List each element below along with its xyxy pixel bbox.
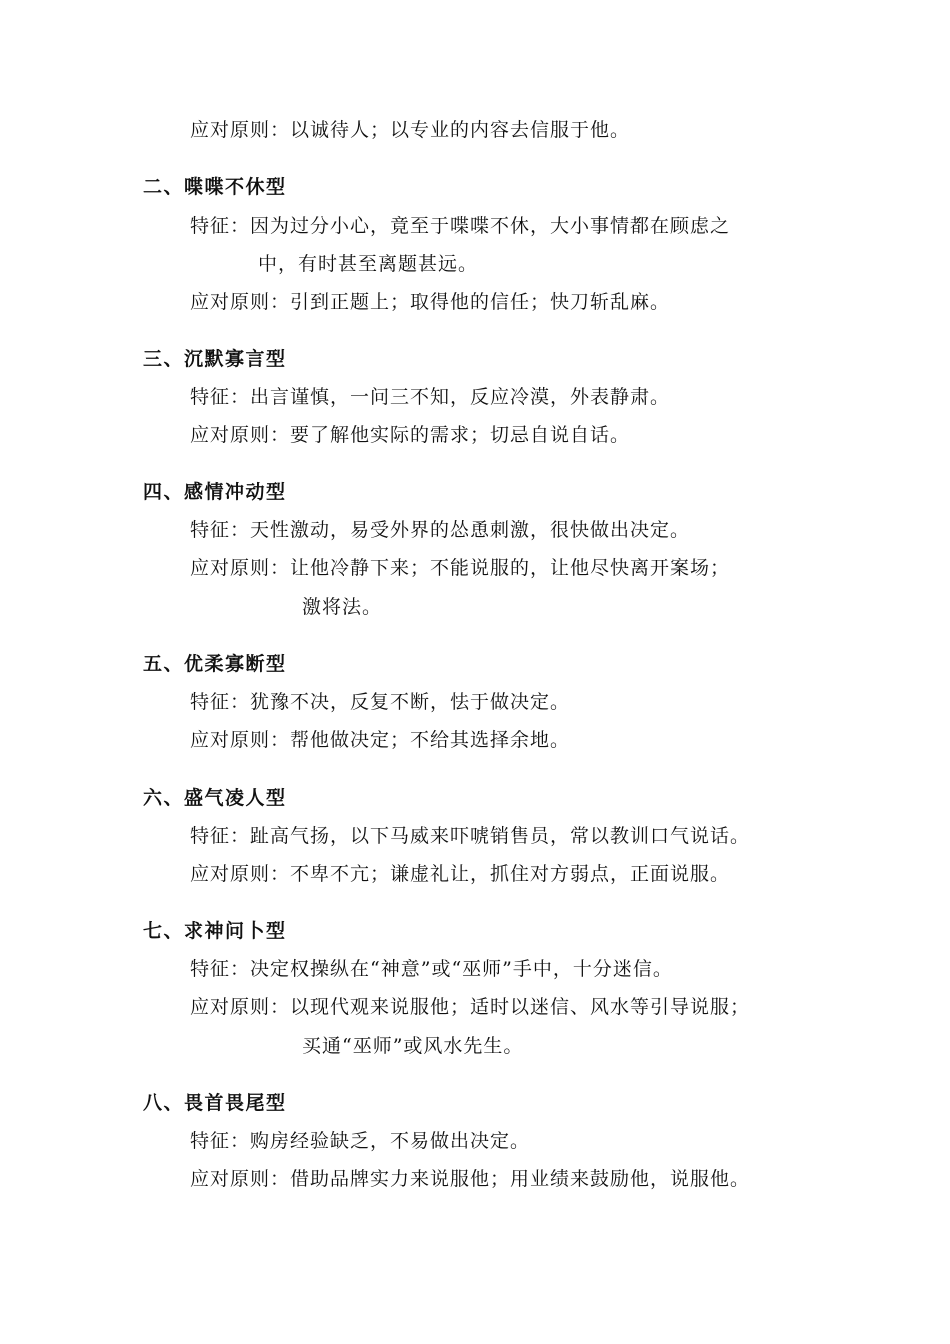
response-label: 应对原则： xyxy=(190,729,291,751)
feature-label: 特征： xyxy=(190,958,251,980)
feature-label: 特征： xyxy=(190,1130,251,1152)
feature-text: 天性激动，易受外界的怂恿刺激，很快做出决定。 xyxy=(250,519,691,541)
section-heading: 四、感情冲动型 xyxy=(143,481,287,503)
feature-label: 特征： xyxy=(190,691,251,713)
feature-line xyxy=(190,1128,530,1154)
section-heading: 八、畏首畏尾型 xyxy=(143,1092,287,1114)
feature-text: 因为过分小心，竟至于喋喋不休，大小事情都在顾虑之 xyxy=(250,215,731,237)
response-text: 让他冷静下来；不能说服的，让他尽快离开案场； xyxy=(290,557,731,579)
feature-label: 特征： xyxy=(190,215,251,237)
response-label: 应对原则： xyxy=(190,557,291,579)
response-line xyxy=(190,555,730,581)
section-heading: 七、求神问卜型 xyxy=(143,920,287,942)
section-heading: 二、喋喋不休型 xyxy=(143,176,287,198)
response-label: 应对原则： xyxy=(190,863,291,885)
response-line xyxy=(190,1166,750,1192)
feature-text: 购房经验缺乏，不易做出决定。 xyxy=(250,1130,531,1152)
response-text: 要了解他实际的需求；切忌自说自话。 xyxy=(290,424,631,446)
response-line xyxy=(190,289,670,315)
section-heading: 三、沉默寡言型 xyxy=(143,348,287,370)
response-line xyxy=(190,861,730,887)
feature-label: 特征： xyxy=(190,519,251,541)
response-line xyxy=(190,994,750,1020)
feature-text: 决定权操纵在“神意”或“巫师”手中，十分迷信。 xyxy=(250,958,673,980)
feature-line xyxy=(190,823,750,849)
response-text: 帮他做决定；不给其选择余地。 xyxy=(290,729,571,751)
response-label: 应对原则： xyxy=(190,996,291,1018)
feature-line xyxy=(190,956,673,982)
feature-line xyxy=(190,213,730,239)
response-text: 不卑不亢；谦虚礼让，抓住对方弱点，正面说服。 xyxy=(290,863,731,885)
response-continuation: 买通“巫师”或风水先生。 xyxy=(302,1035,524,1057)
feature-continuation: 中，有时甚至离题甚远。 xyxy=(258,253,479,275)
response-line xyxy=(190,422,630,448)
response-label: 应对原则： xyxy=(190,1168,291,1190)
section-heading: 五、优柔寡断型 xyxy=(143,653,287,675)
response-label: 应对原则： xyxy=(190,424,291,446)
section-heading: 六、盛气凌人型 xyxy=(143,787,287,809)
feature-line xyxy=(190,384,670,410)
feature-text: 犹豫不决，反复不断，怯于做决定。 xyxy=(250,691,571,713)
feature-text: 趾高气扬，以下马威来吓唬销售员，常以教训口气说话。 xyxy=(250,825,751,847)
feature-text: 出言谨慎，一问三不知，反应冷漠，外表静肃。 xyxy=(250,386,671,408)
response-text: 借助品牌实力来说服他；用业绩来鼓励他，说服他。 xyxy=(290,1168,751,1190)
response-label: 应对原则： xyxy=(190,291,291,313)
feature-line xyxy=(190,689,570,715)
feature-label: 特征： xyxy=(190,386,251,408)
feature-line xyxy=(190,517,690,543)
response-text: 引到正题上；取得他的信任；快刀斩乱麻。 xyxy=(290,291,671,313)
response-text: 以现代观来说服他；适时以迷信、风水等引导说服； xyxy=(290,996,751,1018)
feature-label: 特征： xyxy=(190,825,251,847)
response-line xyxy=(190,727,570,753)
intro-response-line xyxy=(190,117,630,143)
response-continuation: 激将法。 xyxy=(302,596,383,618)
response-label: 应对原则： xyxy=(190,119,291,141)
response-text: 以诚待人；以专业的内容去信服于他。 xyxy=(290,119,631,141)
